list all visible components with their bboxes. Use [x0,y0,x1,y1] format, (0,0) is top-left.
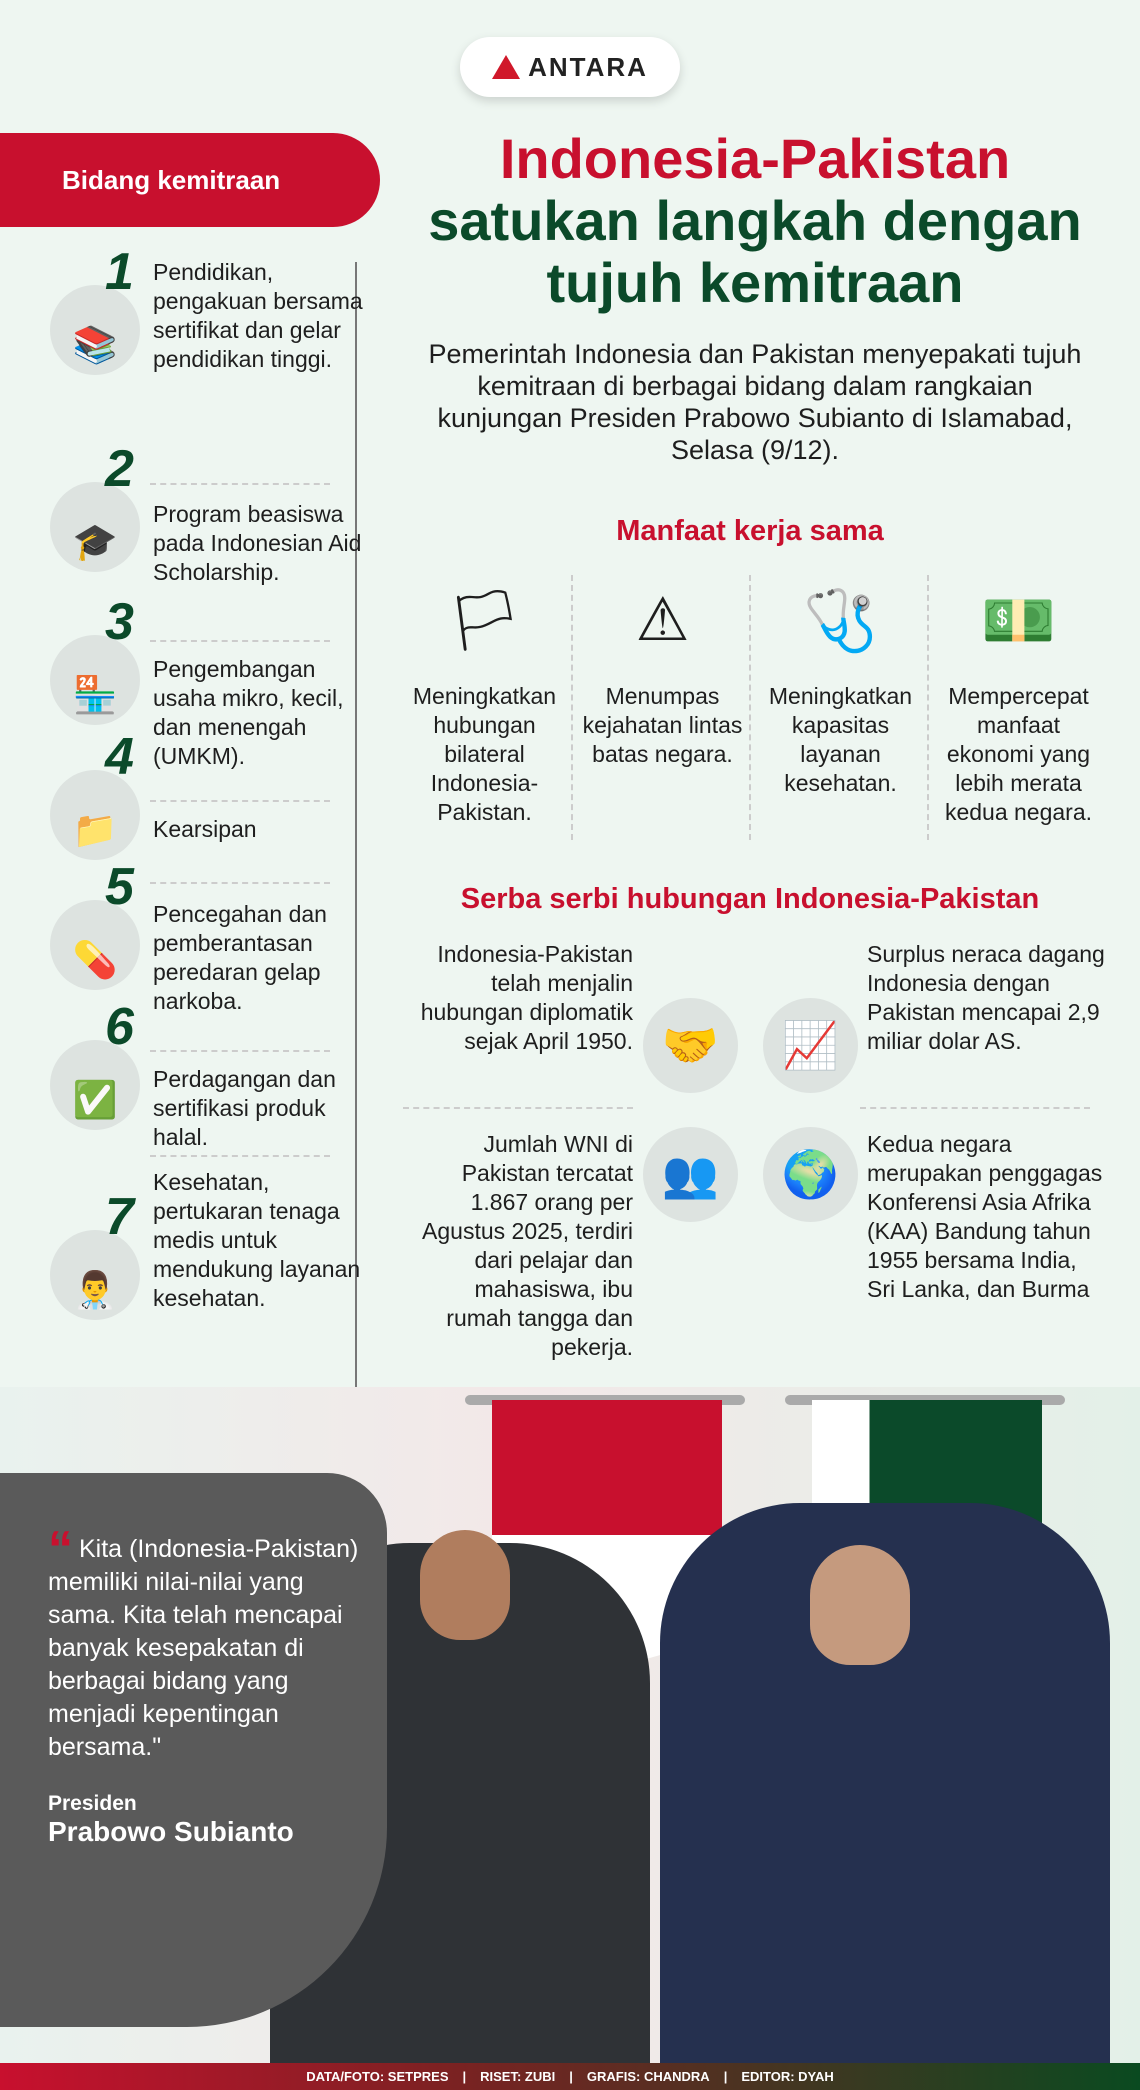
footer-credit: EDITOR: DYAH [741,2069,834,2084]
divider [150,800,330,802]
item-text: Pengembangan usaha mikro, kecil, dan menengah (UMKM). [153,656,344,769]
item-text: Pencegahan dan pemberantasan peredaran gelap narkoba. [153,901,327,1014]
trade-chart-icon: 📈 [763,998,858,1093]
divider [150,882,330,884]
money-icon: 💵 [981,586,1056,654]
title-line: Indonesia-Pakistan [499,127,1011,190]
footer-separator: | [723,2069,728,2084]
benefit-item [753,570,928,798]
doctor-icon: 👨‍⚕️ [50,1230,140,1320]
shop-icon: 🏪 [50,635,140,725]
divider [150,640,330,642]
logo-text: ANTARA [528,51,648,82]
benefit-text: Menumpas kejahatan lintas batas negara. [582,683,743,767]
flags-icon: 🏳 [446,586,523,654]
item-number: 6 [105,998,134,1056]
antara-logo-mark-icon [492,55,520,79]
benefits-heading: Manfaat kerja sama [616,515,884,547]
quote-mark-icon: “ [48,1521,73,1577]
item-number: 2 [105,440,134,498]
prabowo-face [420,1530,510,1640]
books-icon: 📚 [50,285,140,375]
quote-name: Prabowo Subianto [48,1816,294,1847]
fact-text: Kedua negara merupakan penggagas Konferensi Asia Afrika (KAA) Bandung tahun 1955 bersama India, Sri Lanka, dan Burma [867,1131,1103,1302]
divider [749,575,751,840]
divider [150,1050,330,1052]
graduation-cap-icon: 🎓 [50,482,140,572]
benefit-text: Meningkatkan kapasitas layanan kesehatan. [768,683,913,796]
divider [403,1107,633,1109]
fact-text: Indonesia-Pakistan telah menjalin hubungan diplomatik sejak April 1950. [420,941,633,1054]
fact-text: Surplus neraca dagang Indonesia dengan Pakistan mencapai 2,9 miliar dolar AS. [867,941,1105,1054]
quote-bubble [0,1473,387,2027]
medical-kit-icon: 🩺 [803,586,878,654]
title-line: tujuh kemitraan [546,251,964,314]
page-title [390,128,1120,314]
folder-icon: 📁 [50,770,140,860]
footer-separator: | [462,2069,467,2084]
item-number: 3 [105,593,134,651]
divider [150,1155,330,1157]
item-text: Kearsipan [153,816,257,842]
lead-paragraph: Pemerintah Indonesia dan Pakistan menyepakati tujuh kemitraan di berbagai bidang dalam rangkaian kunjungan Presiden Prabowo Subianto di Islamabad, Selasa (9/12). [428,339,1082,465]
benefit-text: Mempercepat manfaat ekonomi yang lebih merata kedua negara. [944,683,1093,825]
divider [571,575,573,840]
people-icon: 👥 [643,1127,738,1222]
quote-role: Presiden [48,1792,137,1815]
fact-text: Jumlah WNI di Pakistan tercatat 1.867 orang per Agustus 2025, terdiri dari pelajar dan mahasiswa, ibu rumah tangga dan pekerja. [422,1131,633,1360]
item-number: 4 [105,728,134,786]
section-banner: Bidang kemitraan [0,133,380,227]
globe-flag-icon: 🌍 [763,1127,858,1222]
divider [927,575,929,840]
benefit-item [575,570,750,769]
divider [150,483,330,485]
benefit-text: Meningkatkan hubungan bilateral Indonesia-Pakistan. [412,683,557,825]
title-line: satukan langkah dengan [428,189,1082,252]
footer-credit: DATA/FOTO: SETPRES [306,2069,449,2084]
pills-icon: 💊 [50,900,140,990]
item-text: Program beasiswa pada Indonesian Aid Scholarship. [153,501,362,585]
benefit-item [931,570,1106,827]
item-text: Kesehatan, pertukaran tenaga medis untuk mendukung layanan kesehatan. [153,1169,361,1311]
footer-separator: | [569,2069,573,2084]
facts-heading: Serba serbi hubungan Indonesia-Pakistan [460,883,1040,915]
footer-credit: RISET: ZUBI [480,2069,556,2084]
handshake-icon: 🤝 [643,998,738,1093]
antara-logo [460,37,680,97]
item-number: 7 [105,1188,134,1246]
halal-icon: ✅ [50,1040,140,1130]
divider [860,1107,1090,1109]
credits-footer [0,2063,1140,2090]
gavel-warning-icon: ⚠ [635,586,690,653]
item-number: 5 [105,858,134,916]
footer-credit: GRAFIS: CHANDRA [586,2069,710,2084]
benefit-item [397,570,572,827]
item-number: 1 [105,243,134,301]
shehbaz-face [810,1545,910,1665]
item-text: Perdagangan dan sertifikasi produk halal. [153,1066,336,1150]
quote-text: Kita (Indonesia-Pakistan) memiliki nilai-nilai yang sama. Kita telah mencapai banyak kesepakatan di berbagai bidang yang menjadi kepentingan bersama." [48,1535,359,1761]
item-text: Pendidikan, pengakuan bersama sertifikat dan gelar pendidikan tinggi. [153,259,363,372]
